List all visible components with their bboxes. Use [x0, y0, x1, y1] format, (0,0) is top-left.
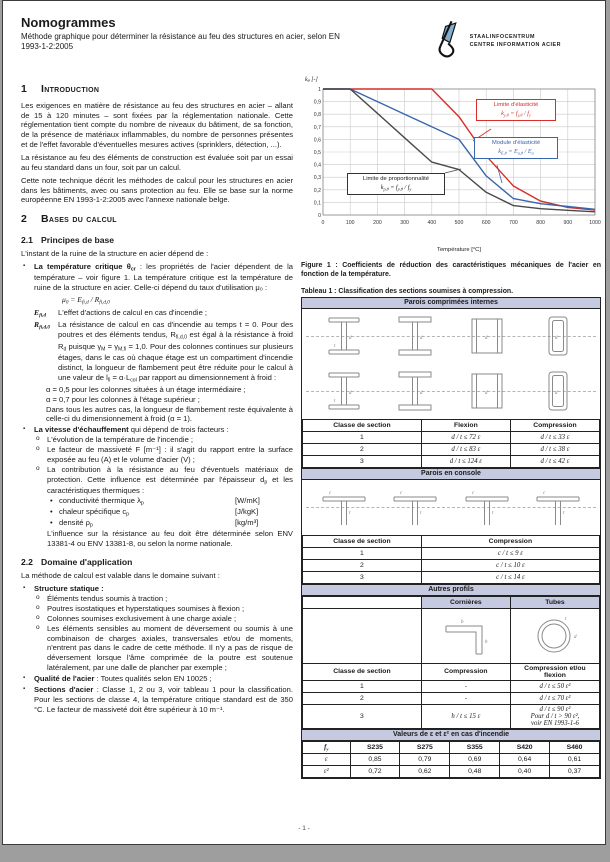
column-header: Classe de section [303, 535, 422, 547]
column-header: Cornières [421, 596, 510, 608]
subsection-number: 2.2 [21, 557, 33, 568]
table-cell: 0,37 [550, 765, 600, 777]
section-diagrams-row [302, 309, 600, 364]
sub-item: o Poutres isostatiques et hyperstatiques soumises à flexion ; [34, 604, 293, 614]
column-header: S420 [500, 741, 550, 753]
section-diagrams-row [302, 480, 600, 535]
table-cell: 0,79 [400, 753, 450, 765]
bold-term: Structure statique : [34, 584, 104, 594]
definition-rfid0 [34, 320, 293, 383]
table-section-header-outstand: Parois en console [302, 468, 600, 480]
table-cell: 0,69 [450, 753, 500, 765]
table-row [303, 571, 600, 583]
reduction-coefficients-chart [301, 77, 601, 255]
outstand-flange-diagram [314, 481, 374, 533]
logo-text [470, 33, 561, 49]
column-header: S355 [450, 741, 500, 753]
column-header: S235 [350, 741, 400, 753]
logo-icon [432, 17, 466, 63]
table-header-row [303, 663, 600, 680]
list-item-steel-sections [21, 685, 293, 715]
table-cell: 0,40 [500, 765, 550, 777]
sub-item: o Éléments tendus soumis à traction ; [34, 594, 293, 604]
thermal-properties-list [48, 496, 293, 530]
legend-formula: $k_{y,\theta} = f_{y,\theta} / f_y$ [501, 109, 531, 118]
bold-term: La température critique $\theta_{cr}$ [34, 261, 136, 273]
table-row [303, 431, 600, 443]
intro-paragraph-3: Cette note technique décrit les méthodes de calcul pour les structures en acier dans les bâtiments, avec ou sans protection au feu. Elle se base sur la norme européenne EN 1993-1-2:2005 avec l'annexe nationale belge. [21, 175, 293, 205]
item-text: : les propriétés de l'acier dépendent de la température – voir figure 1. La température critique est la température de ruine de la structure en acier. Celle-ci dépend du taux d'utilisation μ₀ : [34, 261, 293, 293]
svg-text:800: 800 [536, 220, 545, 226]
figure-label: Figure 1 : [301, 262, 338, 269]
intro-paragraph-2: La résistance au feu des éléments de construction est évaluée soit par un essai au feu standard dans un four, soit par un calcul. [21, 152, 293, 172]
svg-text:0,1: 0,1 [313, 200, 321, 207]
table-cell: d / t ≤ 124 ε [421, 455, 510, 467]
table-row [303, 692, 600, 704]
svg-text:300: 300 [400, 220, 409, 226]
column-header: Tubes [510, 596, 599, 608]
document-page [2, 0, 606, 845]
table-cell: c / t ≤ 10 ε [421, 559, 599, 571]
bold-term: Sections d'acier [34, 684, 94, 694]
subsection-title: Domaine d'application [41, 557, 133, 568]
legend-proportional-limit [347, 173, 445, 195]
table-cell: d / t ≤ 83 ε [421, 443, 510, 455]
table-row [303, 443, 600, 455]
svg-text:0,5: 0,5 [313, 150, 321, 156]
internal-walls-limits-table [302, 419, 600, 468]
svg-text:0,9: 0,9 [313, 99, 321, 106]
table-cell: 0,48 [450, 765, 500, 777]
lead-sentence: La méthode de calcul est valable dans le domaine suivant : [21, 571, 220, 581]
table-cell: d / t ≤ 72 ε [421, 431, 510, 443]
sub-item: o Colonnes soumises exclusivement à une charge axiale ; [34, 614, 293, 624]
thermal-property [48, 507, 293, 518]
y-axis-title: $k_\theta$ [-] [305, 77, 318, 84]
property-name: • conductivité thermique $\lambda_p$ [59, 495, 144, 507]
column-header: Flexion [421, 419, 510, 431]
svg-text:500: 500 [454, 220, 464, 226]
outstand-flange-diagram [528, 481, 588, 533]
factor-item: o La contribution à la résistance au feu d'éventuels matériaux de protection. Cette influence est déterminée par l'épaisseur $d_p$ et les caractéristiques thermiques : [34, 465, 293, 496]
svg-text:0,6: 0,6 [313, 137, 321, 144]
table-cell: - [421, 692, 510, 704]
table-cell: 1 [303, 680, 422, 692]
table-header-row [303, 419, 600, 431]
table-row [303, 547, 600, 559]
legend-label: Limite d'élasticité [493, 102, 539, 108]
svg-text:900: 900 [563, 220, 573, 226]
svg-text:100: 100 [345, 220, 355, 226]
utilization-formula: $\mu_0 = E_{fi,d} / R_{fi,d,0}$ [62, 294, 110, 306]
empty-cell [303, 608, 422, 663]
column-header: Compression [421, 663, 510, 680]
factor-item: o Le facteur de massiveté F [m⁻¹] : il s'agit du rapport entre la surface exposée au feu (A) et le volume d'acier (V) ; [34, 445, 293, 465]
principles-list [21, 262, 293, 549]
epsilon-values-table [302, 741, 600, 778]
outstand-flange-diagram [457, 481, 517, 533]
column-header: Compression et/ou flexion [510, 663, 599, 680]
section-title: Introduction [41, 83, 100, 95]
page-number: - 1 - [298, 825, 310, 832]
table-cell: 3 [303, 704, 422, 728]
column-header: $f_y$ [303, 741, 351, 753]
table-row [303, 753, 600, 765]
page-header [3, 1, 605, 63]
row-label: ε [303, 753, 351, 765]
table-row [303, 559, 600, 571]
table-row [303, 680, 600, 692]
table-cell: h / t ≤ 15 ε [421, 704, 510, 728]
subsection-heading-domaine [21, 557, 293, 568]
text-column [21, 77, 293, 779]
legend-label: Limite de proportionnalité [362, 176, 430, 182]
table-cell: d / t ≤ 70 ε² [510, 692, 599, 704]
property-name: • densité $\rho_p$ [59, 518, 93, 529]
svg-text:200: 200 [373, 220, 382, 226]
section-heading-bases [21, 213, 293, 227]
table-cell: - [421, 680, 510, 692]
row-label: ε² [303, 765, 351, 777]
table-header-row [303, 741, 600, 753]
alpha-rule-1: α = 0,5 pour les colonnes situées à un étage intermédiaire ; [46, 384, 246, 394]
table-cell: d / t ≤ 42 ε [510, 455, 599, 467]
symbol-label: $E_{fi,d}$ [34, 308, 47, 319]
property-unit: [W/mK] [235, 495, 260, 505]
tube-section-diagram-cell [510, 608, 599, 663]
svg-text:0: 0 [318, 213, 321, 219]
table-cell: 0,62 [400, 765, 450, 777]
table-cell: d / t ≤ 38 ε [510, 443, 599, 455]
sub-item: o Les éléments sensibles au moment de déversement ou soumis à une combinaison de charges axiales, transversales et/ou de moments, n'entrent pas dans le cadre de cette méthode. Il n'y a pas de risque de déversement lorsque l'âme comprimée de la poutre est soutenue latéralement, par une dalle de plancher par exemple ; [34, 624, 293, 673]
definition-efid [34, 308, 293, 319]
column-header: S275 [400, 741, 450, 753]
svg-text:0,3: 0,3 [313, 175, 321, 182]
env-standards-note: L'influence sur la résistance au feu doit être déterminée selon ENV 13381-4 ou ENV 13381-8, ou selon la norme nationale. [47, 529, 293, 549]
list-item-critical-temperature [21, 262, 293, 424]
property-name: • chaleur spécifique $c_p$ [59, 506, 129, 518]
table-cell: 1 [303, 547, 422, 559]
table-cell: c / t ≤ 9 ε [421, 547, 599, 559]
table-header-row [303, 535, 600, 547]
svg-text:400: 400 [427, 220, 437, 226]
box-section-diagram [457, 310, 517, 362]
diagram-row [303, 608, 600, 663]
lead-sentence: L'instant de la ruine de la structure en acier dépend de : [21, 249, 209, 259]
table-cell: 0,64 [500, 753, 550, 765]
column-header: Compression [421, 535, 599, 547]
list-item-heating-rate [21, 425, 293, 549]
table-cell: 3 [303, 455, 422, 467]
hollow-section-diagram [528, 365, 588, 417]
thermal-property [48, 518, 293, 529]
subsection-number: 2.1 [21, 234, 33, 245]
section-number: 2 [21, 213, 27, 226]
property-unit: [kg/m³] [235, 518, 259, 528]
alpha-rule-3: Dans tous les autres cas, la longueur de flambement reste équivalente à celle-ci du dimensionnement à froid (α = 1). [46, 404, 293, 424]
legend-yield-strength [476, 99, 556, 121]
welded-i-section-diagram [385, 310, 445, 362]
application-domain-list [21, 584, 293, 714]
table-cell: d / t ≤ 33 ε [510, 431, 599, 443]
table-row [303, 455, 600, 467]
table-row [303, 765, 600, 777]
svg-text:1000: 1000 [589, 220, 601, 226]
list-item-static-structure [21, 584, 293, 673]
bold-term: La vitesse d'échauffement [34, 425, 129, 435]
hollow-section-diagram [528, 310, 588, 362]
legend-formula: $k_{E,\theta} = E_{a,\theta} / E_a$ [498, 147, 534, 156]
classification-table [301, 297, 601, 779]
table-cell: 0,85 [350, 753, 400, 765]
header-titles [21, 15, 351, 63]
table-title: Tableau 1 : Classification des sections soumises à compression. [301, 287, 514, 295]
chart-canvas [301, 77, 601, 255]
angle-section-diagram [436, 610, 496, 660]
figure-caption-text: Coefficients de réduction des caractéristiques mécaniques de l'acier en fonction de la température. [301, 262, 601, 279]
item-text: : Toutes qualités selon EN 10025 ; [94, 673, 212, 683]
subsection-heading-principes [21, 235, 293, 246]
tube-section-diagram [525, 610, 585, 660]
table-section-header-internal: Parois comprimées internes [302, 298, 600, 309]
svg-text:0,4: 0,4 [313, 162, 321, 169]
column-header: Compression [510, 419, 599, 431]
svg-text:0,8: 0,8 [313, 112, 321, 119]
page-title: Nomogrammes [21, 15, 116, 30]
item-text: : Classe 1, 2 ou 3, voir tableau 1 pour la classification. Pour les sections de classe 4, la température critique standard est de 350 °C. Le facteur de massiveté doit être supérieur à 10 m⁻¹. [34, 684, 293, 714]
table-cell: 2 [303, 559, 422, 571]
organization-logo [432, 17, 561, 63]
i-section-diagram [314, 365, 374, 417]
table-cell: c / t ≤ 14 ε [421, 571, 599, 583]
i-section-diagram [314, 310, 374, 362]
svg-text:1: 1 [318, 87, 321, 93]
table-subheader-row [303, 596, 600, 608]
heating-factors-list [34, 435, 293, 496]
table-cell: d / t ≤ 50 ε² [510, 680, 599, 692]
list-item-steel-quality [21, 674, 293, 684]
table-cell: 2 [303, 443, 422, 455]
svg-text:700: 700 [509, 220, 518, 226]
box-section-diagram [457, 365, 517, 417]
figure-column [301, 77, 601, 779]
section-title: Bases du calcul [41, 213, 117, 226]
outstand-flange-diagram [385, 481, 445, 533]
definition-text: L'effet d'actions de calcul en cas d'incendie ; [58, 308, 208, 318]
svg-text:0: 0 [321, 220, 325, 226]
bold-term: Qualité de l'acier [34, 673, 95, 683]
table-cell: 1 [303, 431, 422, 443]
section-number: 1 [21, 83, 27, 95]
legend-elastic-modulus [474, 137, 558, 159]
table-section-header-epsilon: Valeurs de ε et ε² en cas d'incendie [302, 729, 600, 741]
table-cell: d / t ≤ 90 ε² Pour d / t > 90 ε², voir EN 1993-1-6 [510, 704, 599, 728]
svg-text:Température [°C]: Température [°C] [437, 247, 481, 253]
other-profiles-table [302, 596, 600, 729]
legend-formula: $k_{p,\theta} = f_{p,\theta} / f_y$ [380, 183, 412, 192]
figure-caption [301, 261, 601, 280]
table-row [303, 704, 600, 728]
subsection-title: Principes de base [41, 234, 115, 245]
column-header: S460 [550, 741, 600, 753]
angle-section-diagram-cell [421, 608, 510, 663]
section-heading-introduction [21, 83, 293, 97]
item-text: qui dépend de trois facteurs : [128, 425, 229, 435]
static-structure-sublist [34, 594, 293, 673]
welded-i-section-diagram [385, 365, 445, 417]
table-cell: 3 [303, 571, 422, 583]
svg-text:0,7: 0,7 [313, 124, 321, 131]
svg-text:600: 600 [481, 220, 491, 226]
outstand-limits-table [302, 535, 600, 584]
column-header: Classe de section [303, 663, 422, 680]
table-cell: 2 [303, 692, 422, 704]
section-diagrams-row [302, 364, 600, 419]
logo-line-2: CENTRE INFORMATION ACIER [469, 42, 561, 49]
symbol-label: $R_{fi,d,0}$ [34, 320, 50, 331]
empty-cell [303, 596, 422, 608]
page-subtitle: Méthode graphique pour déterminer la résistance au feu des structures en acier, selon EN 1993-1-2:2005 [21, 32, 340, 52]
thermal-property [48, 496, 293, 507]
table-cell: 0,61 [550, 753, 600, 765]
alpha-rule-2: α = 0,7 pour les colonnes à l'étage supérieur ; [46, 394, 200, 404]
table-section-header-other: Autres profils [302, 584, 600, 596]
property-unit: [J/kgK] [235, 506, 259, 516]
table-cell: 0,72 [350, 765, 400, 777]
logo-line-1: STAALINFOCENTRUM [469, 34, 536, 40]
column-header: Classe de section [303, 419, 422, 431]
intro-paragraph-1: Les exigences en matière de résistance au feu des structures en acier – allant de 15 à 120 minutes – sont fixées par la réglementation nationale. Cette réglementation tient compte du nombre de niveaux du bâtiment, de sa fonction, de la présence de matériaux inflammables, du nombre de personnes présentes et de l'effet favorable d'éventuelles mesures actives (sprinklers, détection, ...). [21, 100, 293, 150]
factor-item: o L'évolution de la température de l'incendie ; [34, 435, 293, 445]
definition-text: La résistance de calcul en cas d'incendie au temps t = 0. Pour des poutres et des éléments tendus, $R_{fi,d,0}$ est égal à la résistance à froid $R_d$ puisque $\gamma_M = \gamma_{M,fi} = 1,0$. Pour des colonnes continues sur plusieurs étages, dans le cas où chaque étage est un compartiment d'incendie distinct, la longueur de flambement peut être réduite pour le calcul à une valeur de $l_{fi} = \alpha\cdot L_{col}$ par rapport au dimensionnement à froid : [58, 320, 293, 384]
svg-text:0,2: 0,2 [313, 187, 321, 194]
legend-label: Module d'élasticité [491, 140, 541, 146]
